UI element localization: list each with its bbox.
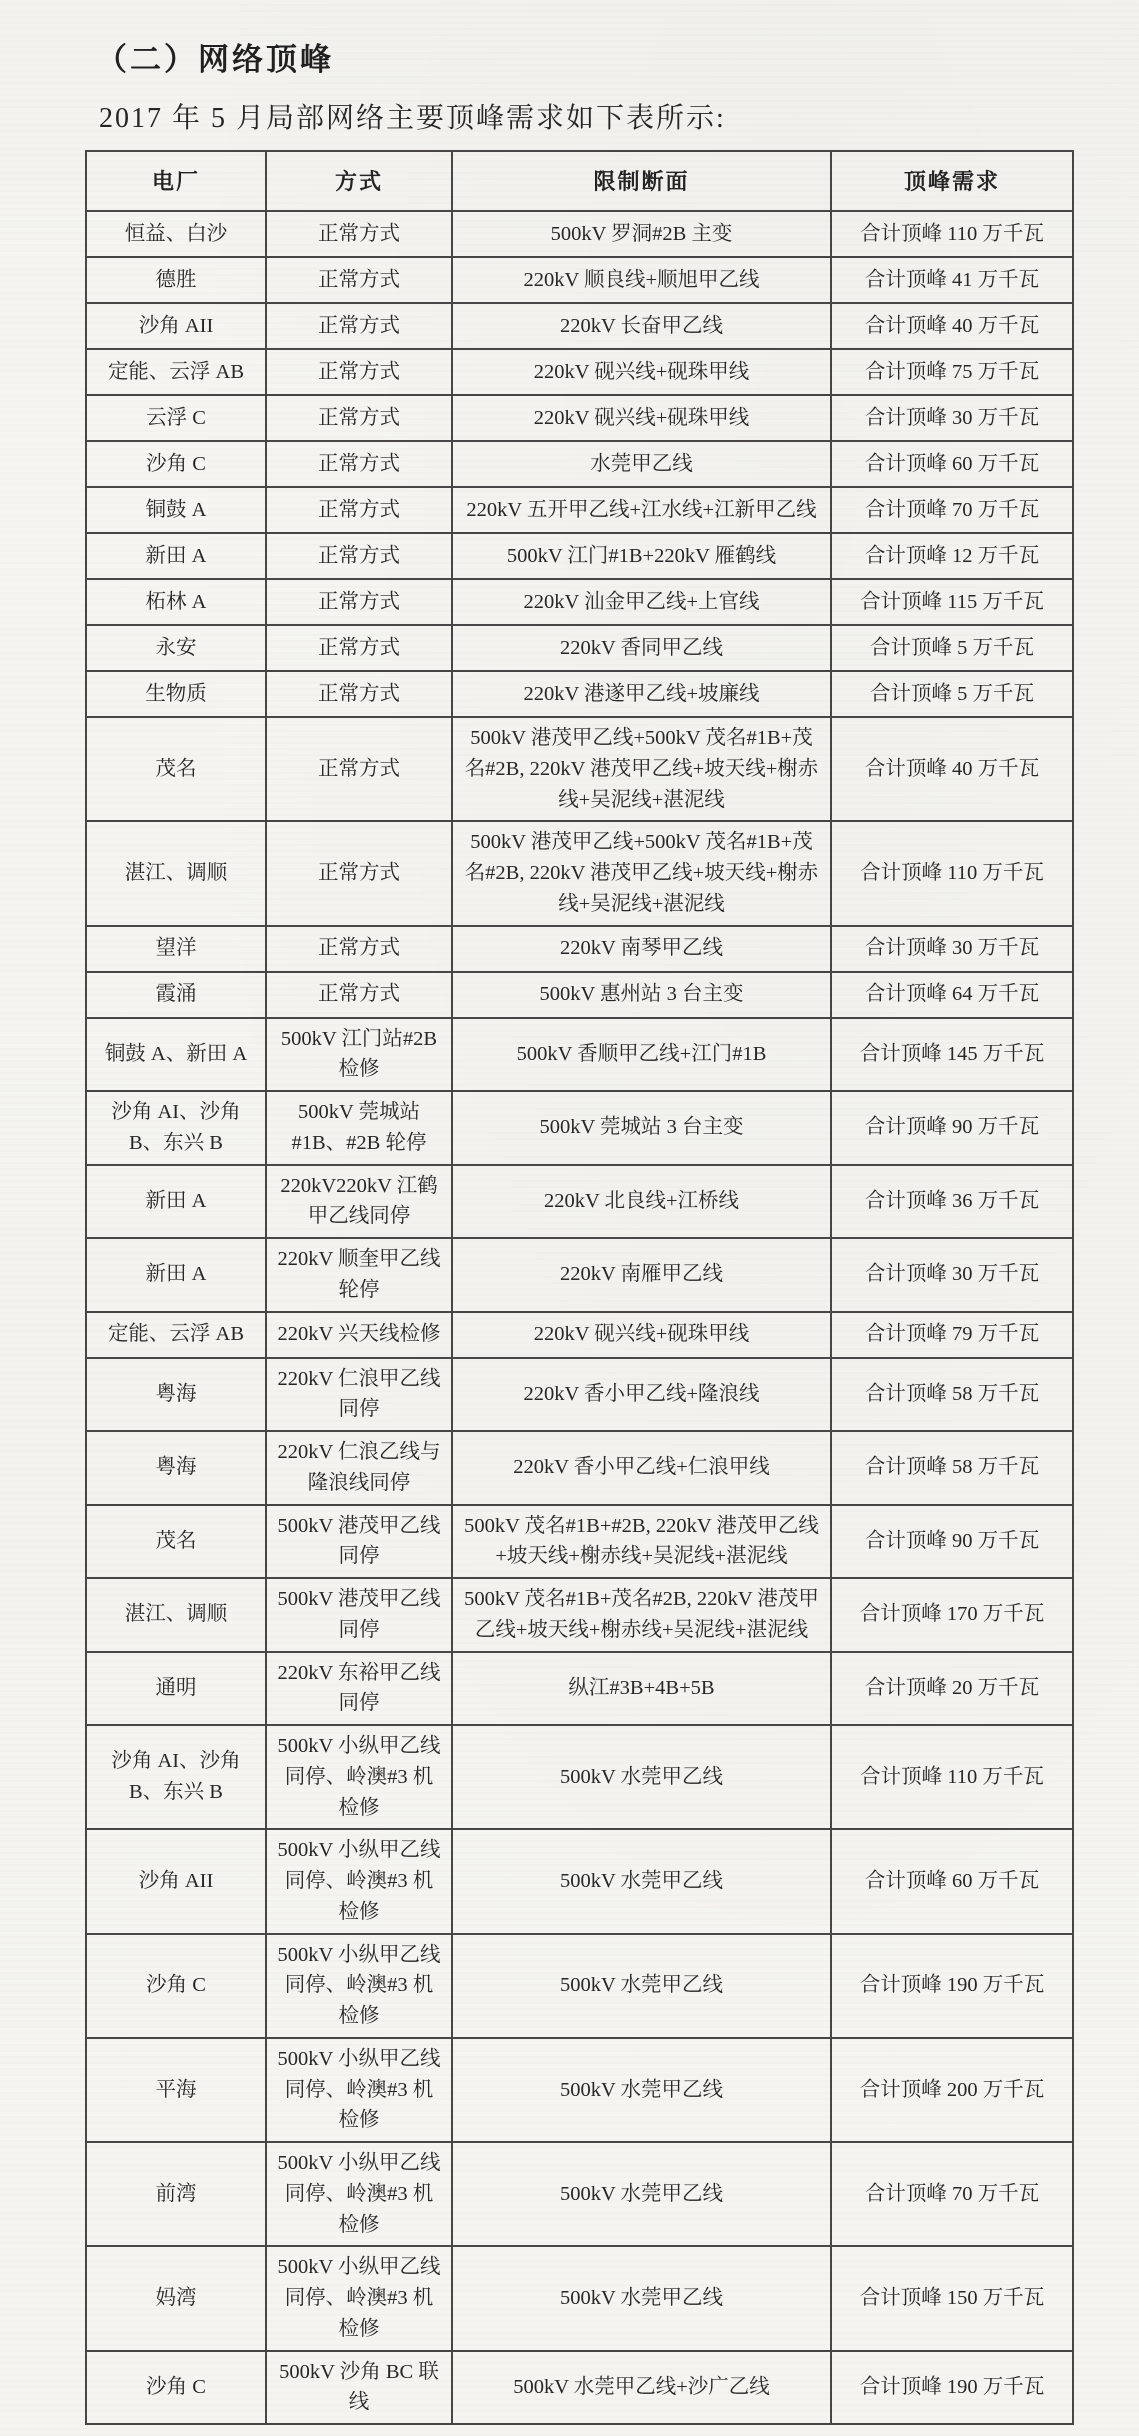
table-row: [86, 821, 1073, 925]
plant-cell: 沙角 C: [86, 441, 266, 487]
demand-cell: 合计顶峰 110 万千瓦: [831, 1725, 1073, 1829]
plant-cell: 沙角 AI、沙角 B、东兴 B: [86, 1091, 266, 1165]
demand-cell: 合计顶峰 170 万千瓦: [831, 1578, 1073, 1652]
table-row: [86, 579, 1073, 625]
constraint-cell: 500kV 水莞甲乙线+沙广乙线: [452, 2351, 831, 2425]
constraint-cell: 220kV 南雁甲乙线: [452, 1238, 831, 1312]
plant-cell: 茂名: [86, 717, 266, 821]
demand-cell: 合计顶峰 90 万千瓦: [831, 1505, 1073, 1579]
mode-cell: 500kV 小纵甲乙线同停、岭澳#3 机检修: [266, 2142, 452, 2246]
mode-cell: 正常方式: [266, 303, 452, 349]
header-cell-mode-cell: 方式: [266, 151, 452, 211]
demand-cell: 合计顶峰 70 万千瓦: [831, 2142, 1073, 2246]
constraint-cell: 220kV 长奋甲乙线: [452, 303, 831, 349]
plant-cell: 永安: [86, 625, 266, 671]
table-row: [86, 1238, 1073, 1312]
plant-cell: 沙角 C: [86, 1934, 266, 2038]
table-row: [86, 487, 1073, 533]
plant-cell: 定能、云浮 AB: [86, 1312, 266, 1358]
constraint-cell: 220kV 五开甲乙线+江水线+江新甲乙线: [452, 487, 831, 533]
mode-cell: 220kV 仁浪乙线与隆浪线同停: [266, 1431, 452, 1505]
mode-cell: 500kV 港茂甲乙线同停: [266, 1505, 452, 1579]
constraint-cell: 500kV 水莞甲乙线: [452, 1934, 831, 2038]
mode-cell: 500kV 莞城站#1B、#2B 轮停: [266, 1091, 452, 1165]
demand-cell: 合计顶峰 12 万千瓦: [831, 533, 1073, 579]
constraint-cell: 220kV 港遂甲乙线+坡廉线: [452, 671, 831, 717]
constraint-cell: 500kV 水莞甲乙线: [452, 2142, 831, 2246]
table-header-row: [86, 151, 1073, 211]
table-row: [86, 441, 1073, 487]
table-row: [86, 395, 1073, 441]
demand-cell: 合计顶峰 5 万千瓦: [831, 671, 1073, 717]
table-row: [86, 717, 1073, 821]
table-row: [86, 1934, 1073, 2038]
constraint-cell: 220kV 砚兴线+砚珠甲线: [452, 349, 831, 395]
mode-cell: 500kV 江门站#2B 检修: [266, 1018, 452, 1092]
mode-cell: 500kV 小纵甲乙线同停、岭澳#3 机检修: [266, 2038, 452, 2142]
mode-cell: 正常方式: [266, 579, 452, 625]
demand-cell: 合计顶峰 40 万千瓦: [831, 717, 1073, 821]
table-row: [86, 1358, 1073, 1432]
mode-cell: 正常方式: [266, 257, 452, 303]
demand-cell: 合计顶峰 110 万千瓦: [831, 211, 1073, 257]
plant-cell: 粤海: [86, 1431, 266, 1505]
plant-cell: 恒益、白沙: [86, 211, 266, 257]
header-cell-demand-cell: 顶峰需求: [831, 151, 1073, 211]
plant-cell: 平海: [86, 2038, 266, 2142]
table-row: [86, 2246, 1073, 2350]
header-cell-constraint-cell: 限制断面: [452, 151, 831, 211]
table-row: [86, 2142, 1073, 2246]
constraint-cell: 500kV 莞城站 3 台主变: [452, 1091, 831, 1165]
table-row: [86, 1165, 1073, 1239]
demand-cell: 合计顶峰 5 万千瓦: [831, 625, 1073, 671]
table-row: [86, 625, 1073, 671]
constraint-cell: 500kV 港茂甲乙线+500kV 茂名#1B+茂名#2B, 220kV 港茂甲乙线+坡天线+榭赤线+吴泥线+湛泥线: [452, 717, 831, 821]
constraint-cell: 220kV 香小甲乙线+隆浪线: [452, 1358, 831, 1432]
mode-cell: 正常方式: [266, 926, 452, 972]
plant-cell: 沙角 C: [86, 2351, 266, 2425]
mode-cell: 正常方式: [266, 487, 452, 533]
mode-cell: 220kV 兴天线检修: [266, 1312, 452, 1358]
constraint-cell: 220kV 顺良线+顺旭甲乙线: [452, 257, 831, 303]
plant-cell: 粤海: [86, 1358, 266, 1432]
plant-cell: 新田 A: [86, 1238, 266, 1312]
constraint-cell: 500kV 水莞甲乙线: [452, 2038, 831, 2142]
demand-cell: 合计顶峰 190 万千瓦: [831, 2351, 1073, 2425]
demand-cell: 合计顶峰 30 万千瓦: [831, 1238, 1073, 1312]
constraint-cell: 500kV 茂名#1B+#2B, 220kV 港茂甲乙线+坡天线+榭赤线+吴泥线+湛泥线: [452, 1505, 831, 1579]
table-row: [86, 926, 1073, 972]
mode-cell: 正常方式: [266, 821, 452, 925]
plant-cell: 德胜: [86, 257, 266, 303]
plant-cell: 湛江、调顺: [86, 821, 266, 925]
table-row: [86, 1431, 1073, 1505]
peak-demand-table-container: [85, 150, 1072, 2425]
plant-cell: 望洋: [86, 926, 266, 972]
table-row: [86, 1312, 1073, 1358]
plant-cell: 柘林 A: [86, 579, 266, 625]
demand-cell: 合计顶峰 58 万千瓦: [831, 1358, 1073, 1432]
constraint-cell: 500kV 港茂甲乙线+500kV 茂名#1B+茂名#2B, 220kV 港茂甲乙线+坡天线+榭赤线+吴泥线+湛泥线: [452, 821, 831, 925]
mode-cell: 正常方式: [266, 625, 452, 671]
demand-cell: 合计顶峰 150 万千瓦: [831, 2246, 1073, 2350]
mode-cell: 500kV 小纵甲乙线同停、岭澳#3 机检修: [266, 1829, 452, 1933]
table-row: [86, 2351, 1073, 2425]
mode-cell: 正常方式: [266, 671, 452, 717]
mode-cell: 正常方式: [266, 395, 452, 441]
demand-cell: 合计顶峰 40 万千瓦: [831, 303, 1073, 349]
plant-cell: 沙角 AI、沙角 B、东兴 B: [86, 1725, 266, 1829]
table-row: [86, 972, 1073, 1018]
intro-text: 2017 年 5 月局部网络主要顶峰需求如下表所示:: [99, 103, 726, 134]
constraint-cell: 500kV 惠州站 3 台主变: [452, 972, 831, 1018]
table-row: [86, 211, 1073, 257]
demand-cell: 合计顶峰 110 万千瓦: [831, 821, 1073, 925]
table-row: [86, 1091, 1073, 1165]
constraint-cell: 220kV 汕金甲乙线+上官线: [452, 579, 831, 625]
constraint-cell: 500kV 水莞甲乙线: [452, 2246, 831, 2350]
table-row: [86, 257, 1073, 303]
demand-cell: 合计顶峰 30 万千瓦: [831, 926, 1073, 972]
mode-cell: 正常方式: [266, 441, 452, 487]
table-row: [86, 303, 1073, 349]
table-row: [86, 1578, 1073, 1652]
mode-cell: 正常方式: [266, 533, 452, 579]
mode-cell: 500kV 小纵甲乙线同停、岭澳#3 机检修: [266, 2246, 452, 2350]
demand-cell: 合计顶峰 36 万千瓦: [831, 1165, 1073, 1239]
constraint-cell: 纵江#3B+4B+5B: [452, 1652, 831, 1726]
table-row: [86, 533, 1073, 579]
mode-cell: 500kV 小纵甲乙线同停、岭澳#3 机检修: [266, 1934, 452, 2038]
demand-cell: 合计顶峰 115 万千瓦: [831, 579, 1073, 625]
plant-cell: 妈湾: [86, 2246, 266, 2350]
mode-cell: 正常方式: [266, 349, 452, 395]
plant-cell: 湛江、调顺: [86, 1578, 266, 1652]
constraint-cell: 水莞甲乙线: [452, 441, 831, 487]
mode-cell: 正常方式: [266, 972, 452, 1018]
table-row: [86, 2038, 1073, 2142]
demand-cell: 合计顶峰 75 万千瓦: [831, 349, 1073, 395]
demand-cell: 合计顶峰 79 万千瓦: [831, 1312, 1073, 1358]
demand-cell: 合计顶峰 64 万千瓦: [831, 972, 1073, 1018]
demand-cell: 合计顶峰 58 万千瓦: [831, 1431, 1073, 1505]
demand-cell: 合计顶峰 145 万千瓦: [831, 1018, 1073, 1092]
mode-cell: 正常方式: [266, 211, 452, 257]
demand-cell: 合计顶峰 70 万千瓦: [831, 487, 1073, 533]
mode-cell: 220kV220kV 江鹤甲乙线同停: [266, 1165, 452, 1239]
plant-cell: 生物质: [86, 671, 266, 717]
constraint-cell: 220kV 北良线+江桥线: [452, 1165, 831, 1239]
mode-cell: 220kV 仁浪甲乙线同停: [266, 1358, 452, 1432]
header-cell-plant-cell: 电厂: [86, 151, 266, 211]
constraint-cell: 220kV 砚兴线+砚珠甲线: [452, 1312, 831, 1358]
constraint-cell: 220kV 香小甲乙线+仁浪甲线: [452, 1431, 831, 1505]
demand-cell: 合计顶峰 41 万千瓦: [831, 257, 1073, 303]
table-row: [86, 1652, 1073, 1726]
section-heading: （二）网络顶峰: [96, 42, 334, 77]
demand-cell: 合计顶峰 200 万千瓦: [831, 2038, 1073, 2142]
demand-cell: 合计顶峰 30 万千瓦: [831, 395, 1073, 441]
constraint-cell: 220kV 南琴甲乙线: [452, 926, 831, 972]
mode-cell: 500kV 小纵甲乙线同停、岭澳#3 机检修: [266, 1725, 452, 1829]
plant-cell: 沙角 AII: [86, 303, 266, 349]
plant-cell: 新田 A: [86, 533, 266, 579]
peak-demand-table: [85, 150, 1074, 2425]
constraint-cell: 500kV 香顺甲乙线+江门#1B: [452, 1018, 831, 1092]
mode-cell: 正常方式: [266, 717, 452, 821]
table-row: [86, 1725, 1073, 1829]
plant-cell: 新田 A: [86, 1165, 266, 1239]
plant-cell: 前湾: [86, 2142, 266, 2246]
table-row: [86, 1829, 1073, 1933]
plant-cell: 霞涌: [86, 972, 266, 1018]
mode-cell: 500kV 沙角 BC 联线: [266, 2351, 452, 2425]
mode-cell: 220kV 顺奎甲乙线轮停: [266, 1238, 452, 1312]
demand-cell: 合计顶峰 60 万千瓦: [831, 441, 1073, 487]
demand-cell: 合计顶峰 90 万千瓦: [831, 1091, 1073, 1165]
table-row: [86, 671, 1073, 717]
constraint-cell: 220kV 香同甲乙线: [452, 625, 831, 671]
plant-cell: 定能、云浮 AB: [86, 349, 266, 395]
plant-cell: 云浮 C: [86, 395, 266, 441]
constraint-cell: 500kV 罗洞#2B 主变: [452, 211, 831, 257]
plant-cell: 铜鼓 A、新田 A: [86, 1018, 266, 1092]
plant-cell: 茂名: [86, 1505, 266, 1579]
table-row: [86, 1505, 1073, 1579]
demand-cell: 合计顶峰 20 万千瓦: [831, 1652, 1073, 1726]
constraint-cell: 220kV 砚兴线+砚珠甲线: [452, 395, 831, 441]
plant-cell: 沙角 AII: [86, 1829, 266, 1933]
mode-cell: 220kV 东裕甲乙线同停: [266, 1652, 452, 1726]
plant-cell: 铜鼓 A: [86, 487, 266, 533]
constraint-cell: 500kV 水莞甲乙线: [452, 1829, 831, 1933]
demand-cell: 合计顶峰 60 万千瓦: [831, 1829, 1073, 1933]
plant-cell: 通明: [86, 1652, 266, 1726]
table-row: [86, 349, 1073, 395]
demand-cell: 合计顶峰 190 万千瓦: [831, 1934, 1073, 2038]
constraint-cell: 500kV 茂名#1B+茂名#2B, 220kV 港茂甲乙线+坡天线+榭赤线+吴泥线+湛泥线: [452, 1578, 831, 1652]
constraint-cell: 500kV 江门#1B+220kV 雁鹤线: [452, 533, 831, 579]
table-row: [86, 1018, 1073, 1092]
constraint-cell: 500kV 水莞甲乙线: [452, 1725, 831, 1829]
mode-cell: 500kV 港茂甲乙线同停: [266, 1578, 452, 1652]
